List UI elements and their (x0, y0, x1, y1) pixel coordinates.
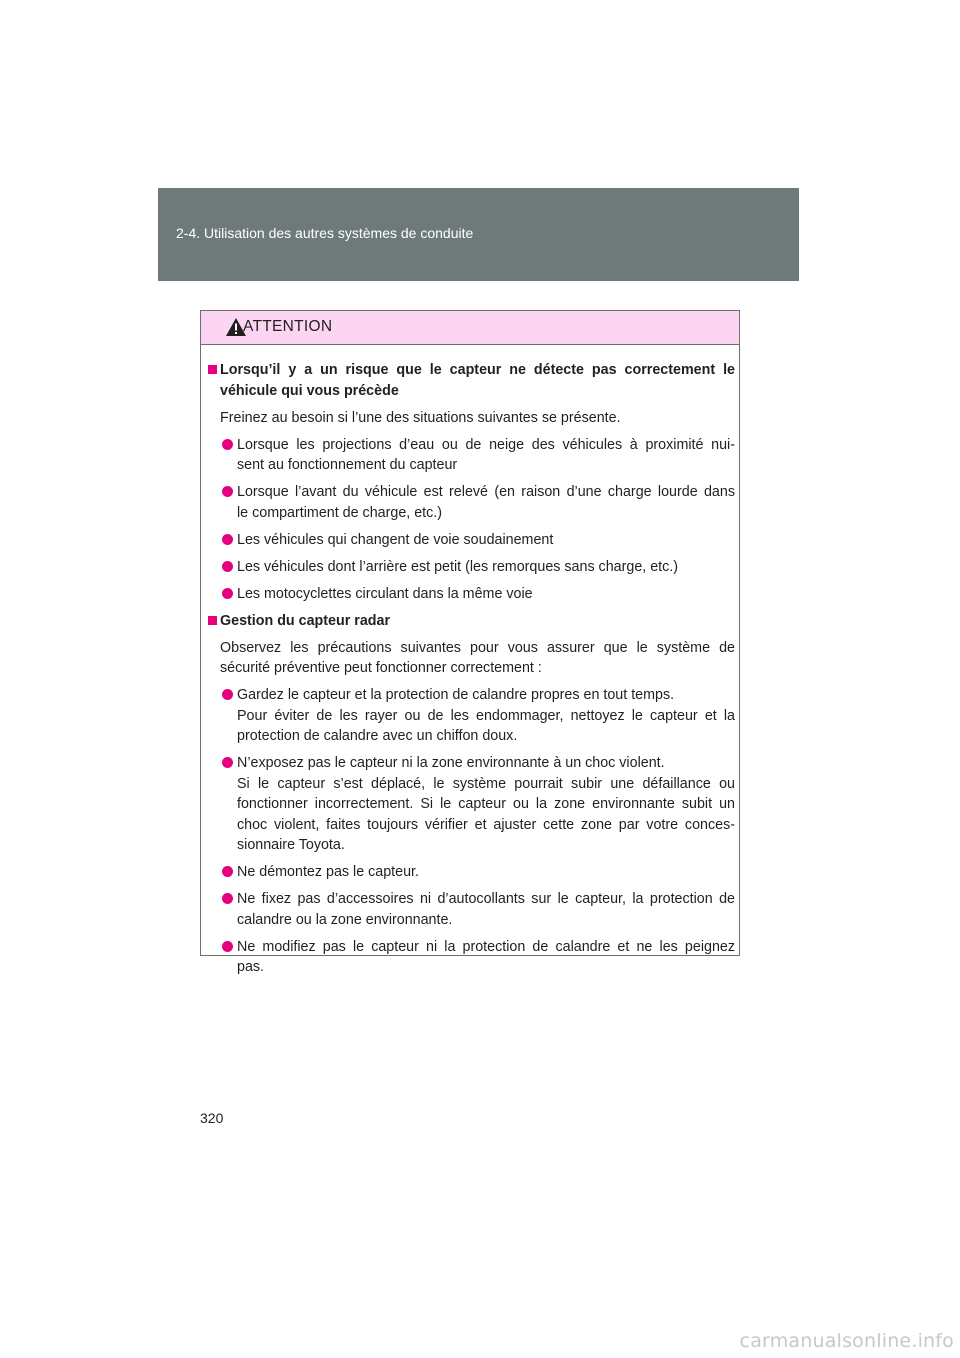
section-intro: Observez les précautions suivantes pour vous assurer que le système de (220, 639, 735, 656)
section-intro: Freinez au besoin si l’une des situations suivantes se présente. (220, 409, 621, 426)
bullet-text: Si le capteur s’est déplacé, le système pourrait subir une défaillance ou (237, 775, 735, 792)
bullet-text: Ne modifiez pas le capteur ni la protection de calandre et ne les peignez (237, 938, 735, 955)
page-number: 320 (200, 1110, 224, 1126)
section-square-icon (208, 365, 217, 374)
bullet-text: N’exposez pas le capteur ni la zone environnante à un choc violent. (237, 755, 665, 771)
bullet-text: Les motocyclettes circulant dans la même voie (237, 585, 533, 602)
bullet-text: Les véhicules qui changent de voie soudainement (237, 531, 554, 548)
bullet-text: Ne fixez pas d’accessoires ni d’autocollants sur le capteur, la protection de (237, 891, 735, 907)
bullet-text: pas. (237, 959, 265, 975)
bullet-text: protection de calandre avec un chiffon doux. (237, 728, 518, 744)
bullet-text: Gardez le capteur et la protection de calandre propres en tout temps. (237, 687, 675, 703)
bullet-text: sionnaire Toyota. (237, 837, 345, 853)
warning-box (200, 310, 740, 975)
bullet-text: Ne démontez pas le capteur. (237, 864, 419, 880)
bullet-dot-icon (222, 561, 233, 572)
bullet-text: Les véhicules dont l’arrière est petit (les remorques sans charge, etc.) (237, 558, 679, 575)
warning-header (201, 311, 739, 345)
section-intro: sécurité préventive peut fonctionner correctement : (220, 660, 542, 676)
bullet-dot-icon (222, 757, 233, 768)
warning-title: ATTENTION (243, 318, 333, 335)
chapter-title: 2-4. Utilisation des autres systèmes de conduite (176, 225, 474, 241)
section-heading: Lorsqu’il y a un risque que le capteur ne détecte pas correctement le (220, 362, 735, 378)
bullet-dot-icon (222, 439, 233, 450)
chapter-header-bar (158, 188, 799, 281)
bullet-dot-icon (222, 534, 233, 545)
section-square-icon (208, 616, 217, 625)
bullet-text: le compartiment de charge, etc.) (237, 504, 443, 521)
bullet-dot-icon (222, 866, 233, 877)
bullet-text: sent au fonctionnement du capteur (237, 457, 458, 473)
bullet-text: Pour éviter de les rayer ou de les endommager, nettoyez le capteur et la (237, 707, 735, 724)
bullet-text: Lorsque les projections d’eau ou de neige des véhicules à proximité nui- (237, 436, 735, 453)
bullet-text: calandre ou la zone environnante. (237, 911, 453, 928)
section-heading: Gestion du capteur radar (220, 612, 391, 629)
bullet-text: Lorsque l’avant du véhicule est relevé (en raison d’une charge lourde dans (237, 484, 735, 500)
bullet-dot-icon (222, 941, 233, 952)
bullet-text: fonctionner incorrectement. Si le capteur ou la zone environnante subit un (237, 796, 735, 812)
bullet-text: choc violent, faites toujours vérifier et ajuster cette zone par votre conces- (237, 816, 735, 833)
section-heading: véhicule qui vous précède (220, 382, 399, 399)
bullet-dot-icon (222, 486, 233, 497)
watermark: carmanualsonline.info (739, 1330, 954, 1352)
bullet-dot-icon (222, 893, 233, 904)
bullet-dot-icon (222, 588, 233, 599)
bullet-dot-icon (222, 689, 233, 700)
